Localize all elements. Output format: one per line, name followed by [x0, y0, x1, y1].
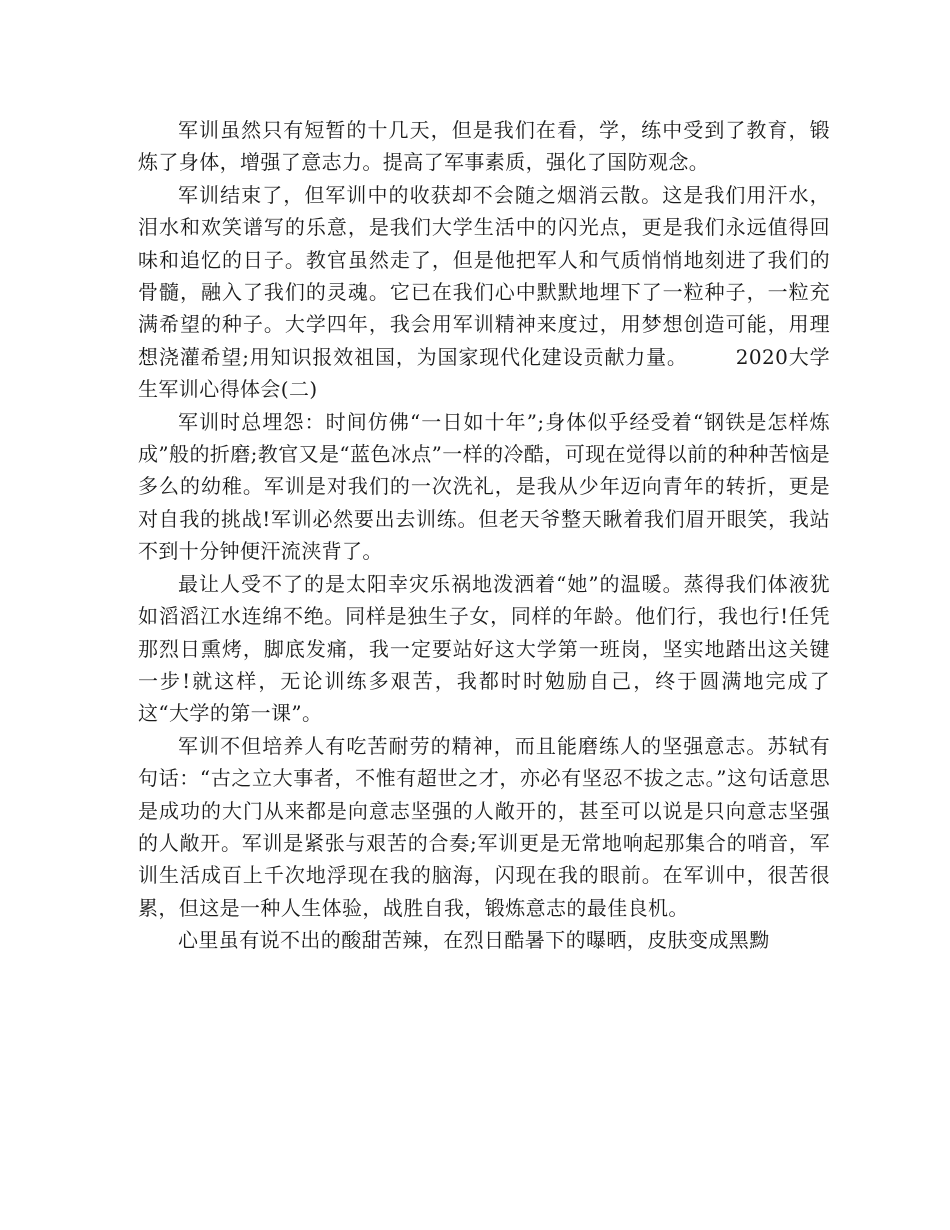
- paragraph-2: [138, 179, 830, 406]
- paragraph-4: [138, 568, 830, 730]
- paragraph-text: 军训结束了，但军训中的收获却不会随之烟消云散。这是我们用汗水，泪水和欢笑谱写的乐意，是我们大学生活中的闪光点，更是我们永远值得回味和追忆的日子。教官虽然走了，但是他把军人和气质悄悄地刻进了我们的骨髓，融入了我们的灵魂。它已在我们心中默默地埋下了一粒种子，一粒充满希望的种子。大学四年，我会用军训精神来度过，用梦想创造可能，用理想浇灌希望;用知识报效祖国，为国家现代化建设贡献力量。: [138, 182, 830, 369]
- paragraph-text: 军训时总埋怨：时间仿佛“一日如十年”;身体似乎经受着“钢铁是怎样炼成”般的折磨;教官又是“蓝色冰点”一样的冷酷，可现在觉得以前的种种苦恼是多么的幼稚。军训是对我们的一次洗礼，是我从少年迈向青年的转折，更是对自我的挑战!军训必然要出去训练。但老天爷整天瞅着我们眉开眼笑，我站不到十分钟便汗流浃背了。: [138, 409, 830, 564]
- document-body: [138, 114, 830, 957]
- paragraph-text: 心里虽有说不出的酸甜苦辣，在烈日酷暑下的曝晒，皮肤变成黑黝: [178, 928, 770, 953]
- paragraph-text: 军训虽然只有短暂的十几天，但是我们在看，学，练中受到了教育，锻炼了身体，增强了意志力。提高了军事素质，强化了国防观念。: [138, 118, 830, 175]
- paragraph-text: 军训不但培养人有吃苦耐劳的精神，而且能磨练人的坚强意志。苏轼有句话：“古之立大事者，不惟有超世之才，亦必有坚忍不拔之志。”这句话意思是成功的大门从来都是向意志坚强的人敞开的，甚至可以说是只向意志坚强的人敞开。军训是紧张与艰苦的合奏;军训更是无常地响起那集合的哨音，军训生活成百上千次地浮现在我的脑海，闪现在我的眼前。在军训中，很苦很累，但这是一种人生体验，战胜自我，锻炼意志的最佳良机。: [138, 733, 830, 920]
- paragraph-text: 最让人受不了的是太阳幸灾乐祸地泼洒着“她”的温暖。蒸得我们体液犹如滔滔江水连绵不绝。同样是独生子女，同样的年龄。他们行，我也行!任凭那烈日熏烤，脚底发痛，我一定要站好这大学第一班岗，坚实地踏出这关键一步!就这样，无论训练多艰苦，我都时时勉励自己，终于圆满地完成了这“大学的第一课”。: [138, 571, 830, 726]
- paragraph-6: [138, 924, 830, 956]
- paragraph-1: [138, 114, 830, 179]
- paragraph-3: [138, 406, 830, 568]
- section-heading: 2020大学生军训心得体会(二): [138, 344, 830, 402]
- paragraph-5: [138, 730, 830, 924]
